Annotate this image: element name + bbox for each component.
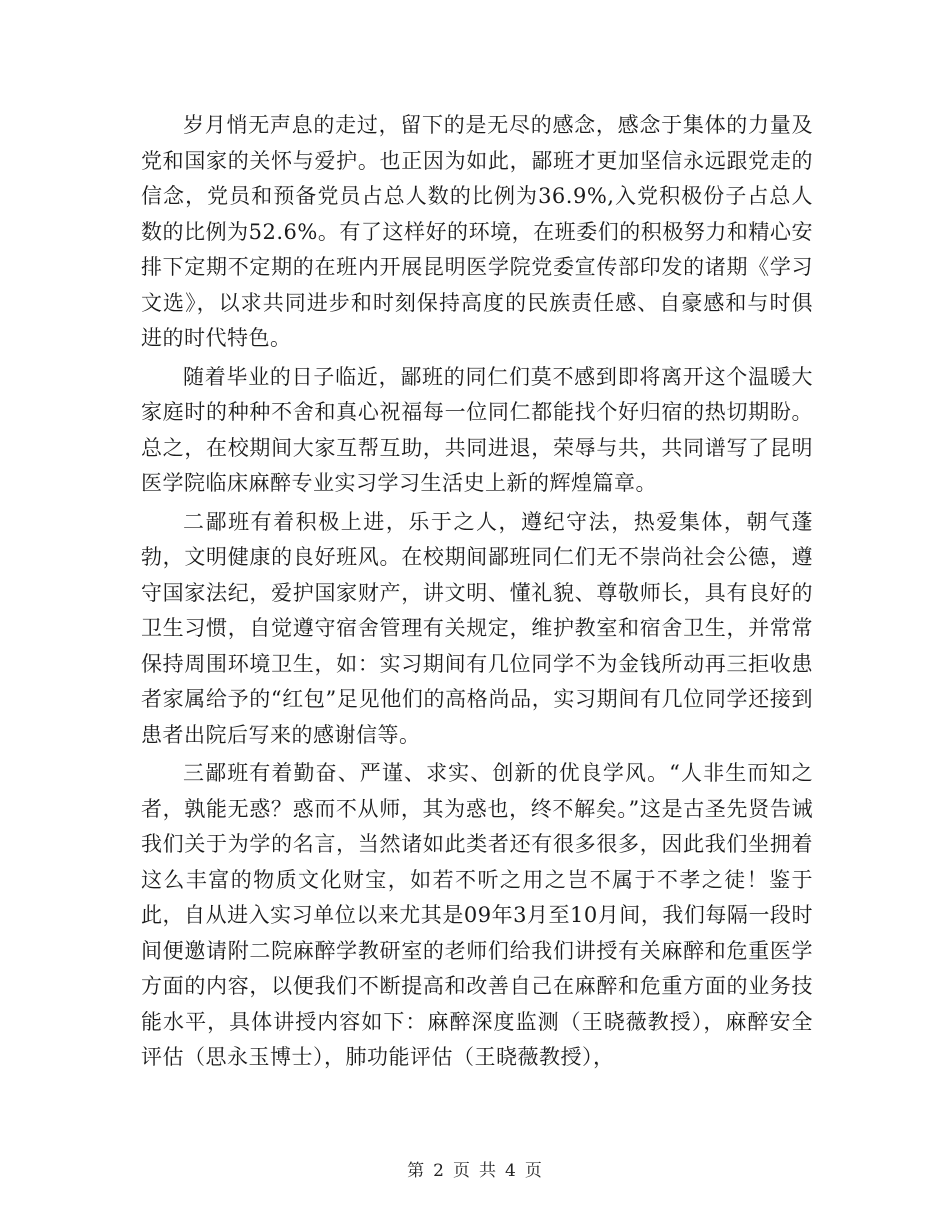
- total-pages-number: 4: [505, 1161, 517, 1181]
- paragraph-2: 随着毕业的日子临近，鄙班的同仁们莫不感到即将离开这个温暖大家庭时的种种不舍和真心祝福每一位同仁都能找个好归宿的热切期盼。总之，在校期间大家互帮互助，共同进退，荣辱与共，共同谱写了昆明医学院临床麻醉专业实习学习生活史上新的辉煌篇章。: [141, 364, 813, 495]
- paragraph-1: 岁月悄无声息的走过，留下的是无尽的感念，感念于集体的力量及党和国家的关怀与爱护。也正因为如此，鄙班才更加坚信永远跟党走的信念，党员和预备党员占总人数的比例为36.9%,入党积极份子占总人数的比例为52.6%。有了这样好的环境，在班委们的积极努力和精心安排下定期不定期的在班内开展昆明医学院党委宣传部印发的诸期《学习文选》，以求共同进步和时刻保持高度的民族责任感、自豪感和与时俱进的时代特色。: [141, 113, 813, 350]
- page-footer: [0, 1156, 950, 1181]
- paragraph-4: 三鄙班有着勤奋、严谨、求实、创新的优良学风。“人非生而知之者，孰能无惑？惑而不从师，其为惑也，终不解矣。”这是古圣先贤告诫我们关于为学的名言，当然诸如此类者还有很多很多，因此我们坐拥着这么丰富的物质文化财宝，如若不听之用之岂不属于不孝之徒！鉴于此，自从进入实习单位以来尤其是09年3月至10月间，我们每隔一段时间便邀请附二院麻醉学教研室的老师们给我们讲授有关麻醉和危重医学方面的内容，以便我们不断提高和改善自己在麻醉和危重方面的业务技能水平，具体讲授内容如下：麻醉深度监测（王晓薇教授），麻醉安全评估（思永玉博士），肺功能评估（王晓薇教授），: [141, 761, 813, 1069]
- footer-label-page: 第: [407, 1161, 426, 1181]
- footer-label-unit-2: 页: [524, 1161, 543, 1181]
- document-body: [141, 108, 813, 1079]
- current-page-number: 2: [433, 1161, 445, 1181]
- footer-label-total: 共: [479, 1161, 497, 1181]
- footer-label-unit: 页: [453, 1161, 471, 1181]
- paragraph-3: 二鄙班有着积极上进，乐于之人，遵纪守法，热爱集体，朝气蓬勃，文明健康的良好班风。在校期间鄙班同仁们无不崇尚社会公德，遵守国家法纪，爱护国家财产，讲文明、懂礼貌、尊敬师长，具有良好的卫生习惯，自觉遵守宿舍管理有关规定，维护教室和宿舍卫生，并常常保持周围环境卫生，如：实习期间有几位同学不为金钱所动再三拒收患者家属给予的“红包”足见他们的高格尚品，实习期间有几位同学还接到患者出院后写来的感谢信等。: [141, 509, 813, 747]
